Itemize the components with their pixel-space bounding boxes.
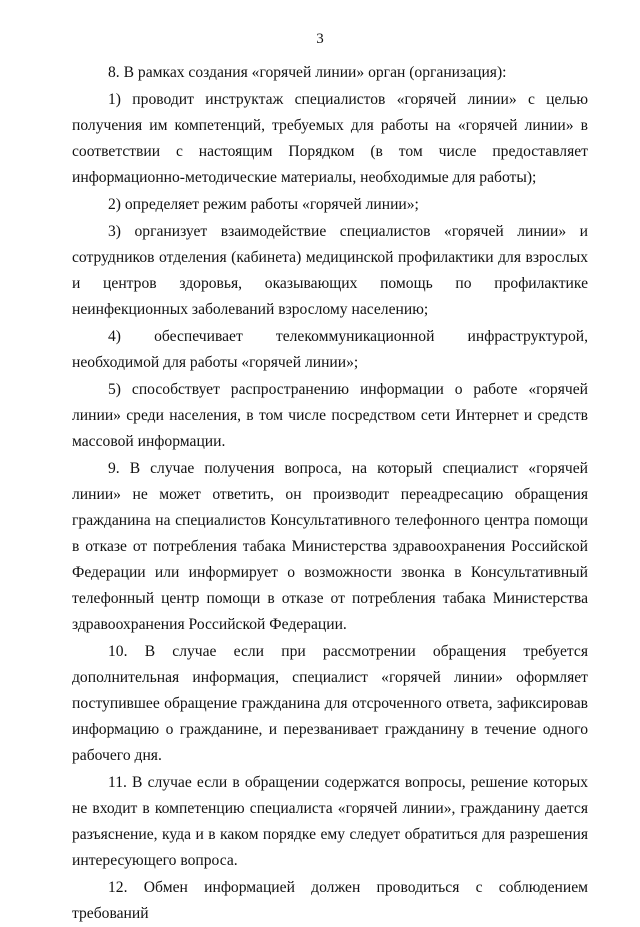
paragraph-11: 11. В случае если в обращении содержатся вопросы, решение которых не входит в компетенцию специалиста «горячей линии», гражданину дается разъяснение, куда и в каком порядке ему следует обратиться для разрешения интересующего вопроса.: [72, 774, 588, 869]
paragraph-9: 9. В случае получения вопроса, на который специалист «горячей линии» не может ответить, он производит переадресацию обращения гражданина на специалистов Консультативного телефонного центра помощи в отказе от потребления табака Министерства здравоохранения Российской Федерации или информирует о возможности звонка в Консультативный телефонный центр помощи в отказе от потребления табака Министерства здравоохранения Российской Федерации.: [72, 460, 588, 633]
document-body: [72, 60, 588, 927]
page-number: 3: [316, 31, 324, 47]
paragraph-12: 12. Обмен информацией должен проводиться с соблюдением требований: [72, 879, 588, 922]
paragraph-8-item-5: 5) способствует распространению информации о работе «горячей линии» среди населения, в том числе посредством сети Интернет и средств массовой информации.: [72, 381, 588, 450]
paragraph-8-item-2: 2) определяет режим работы «горячей линии»;: [108, 196, 419, 213]
paragraph-8-item-4: 4) обеспечивает телекоммуникационной инфраструктурой, необходимой для работы «горячей линии»;: [72, 328, 588, 371]
paragraph-8-item-3: 3) организует взаимодействие специалистов «горячей линии» и сотрудников отделения (кабинета) медицинской профилактики для взрослых и центров здоровья, оказывающих помощь по профилактике неинфекционных заболеваний взрослому населению;: [72, 223, 588, 318]
paragraph-8-item-1: 1) проводит инструктаж специалистов «горячей линии» с целью получения им компетенций, требуемых для работы на «горячей линии» в соответствии с настоящим Порядком (в том числе предоставляет информационно-методические материалы, необходимые для работы);: [72, 91, 588, 186]
paragraph-8-intro: 8. В рамках создания «горячей линии» орган (организация):: [108, 64, 507, 81]
paragraph-10: 10. В случае если при рассмотрении обращения требуется дополнительная информация, специалист «горячей линии» оформляет поступившее обращение гражданина для отсроченного ответа, зафиксировав информацию о гражданине, и перезванивает гражданину в течение одного рабочего дня.: [72, 643, 588, 764]
